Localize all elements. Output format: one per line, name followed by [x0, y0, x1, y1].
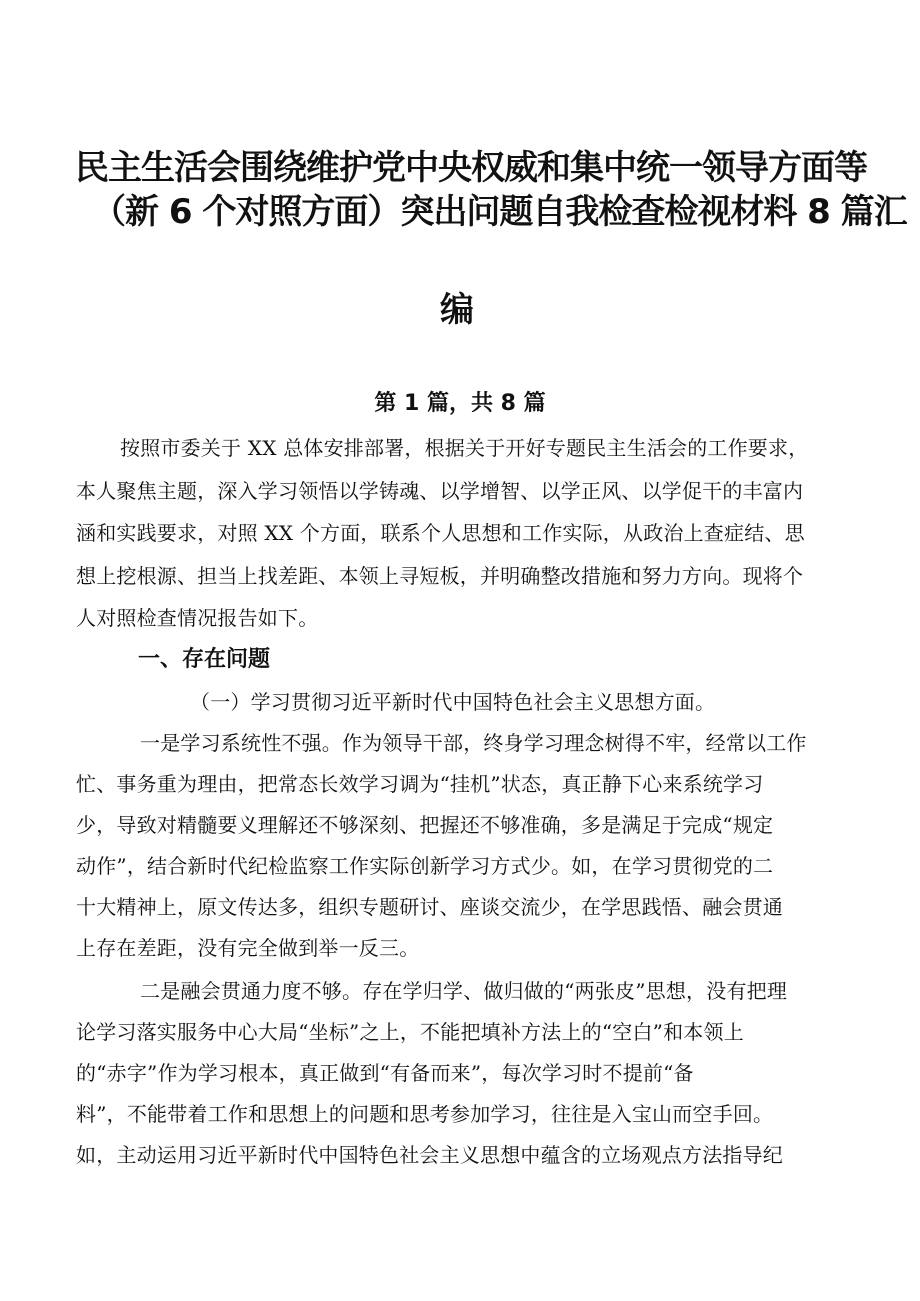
paragraph-line: 料”，不能带着工作和思想上的问题和思考参加学习，往往是入宝山而空手回。 — [76, 1102, 774, 1126]
paragraph-line: 上存在差距，没有完全做到举一反三。 — [76, 936, 420, 960]
doc-title-line-2: （新 6 个对照方面）突出问题自我检查检视材料 8 篇汇 — [92, 192, 907, 232]
paragraph-line: 如，主动运用习近平新时代中国特色社会主义思想中蕴含的立场观点方法指导纪 — [76, 1143, 783, 1167]
paragraph-line: 十大精神上，原文传达多，组织专题研讨、座谈交流少，在学思践悟、融会贯通 — [76, 895, 783, 919]
intro-line: 本人聚焦主题，深入学习领悟以学铸魂、以学增智、以学正风、以学促干的丰富内 — [76, 479, 804, 503]
paragraph-line: 一是学习系统性不强。作为领导干部，终身学习理念树得不牢，经常以工作 — [140, 731, 807, 755]
paragraph-line: 少，导致对精髓要义理解还不够深刻、把握还不够准确，多是满足于完成“规定 — [76, 813, 774, 837]
subsection-heading: （一）学习贯彻习近平新时代中国特色社会主义思想方面。 — [190, 690, 716, 714]
intro-line: 按照市委关于 XX 总体安排部署，根据关于开好专题民主生活会的工作要求， — [120, 436, 809, 460]
intro-line: 涵和实践要求，对照 XX 个方面，联系个人思想和工作实际，从政治上查症结、思 — [76, 521, 805, 545]
intro-line: 想上挖根源、担当上找差距、本领上寻短板，并明确整改措施和努力方向。现将个 — [76, 564, 804, 588]
paragraph-line: 的“赤字”作为学习根本，真正做到“有备而来”，每次学习时不提前“备 — [76, 1061, 694, 1085]
section-heading: 一、存在问题 — [138, 647, 271, 672]
intro-line: 人对照检查情况报告如下。 — [76, 606, 319, 630]
paragraph-line: 忙、事务重为理由，把常态长效学习调为“挂机”状态，真正静下心来系统学习 — [76, 772, 764, 796]
doc-subtitle: 第 1 篇，共 8 篇 — [374, 391, 546, 416]
doc-title-line-1: 民主生活会围绕维护党中央权威和集中统一领导方面等 — [75, 148, 867, 188]
paragraph-line: 论学习落实服务中心大局“坐标”之上，不能把填补方法上的“空白”和本领上 — [76, 1020, 744, 1044]
paragraph-line: 动作”，结合新时代纪检监察工作实际创新学习方式少。如，在学习贯彻党的二 — [76, 854, 774, 878]
paragraph-line: 二是融会贯通力度不够。存在学归学、做归做的“两张皮”思想，没有把理 — [140, 979, 788, 1003]
doc-title-line-3: 编 — [440, 290, 473, 330]
